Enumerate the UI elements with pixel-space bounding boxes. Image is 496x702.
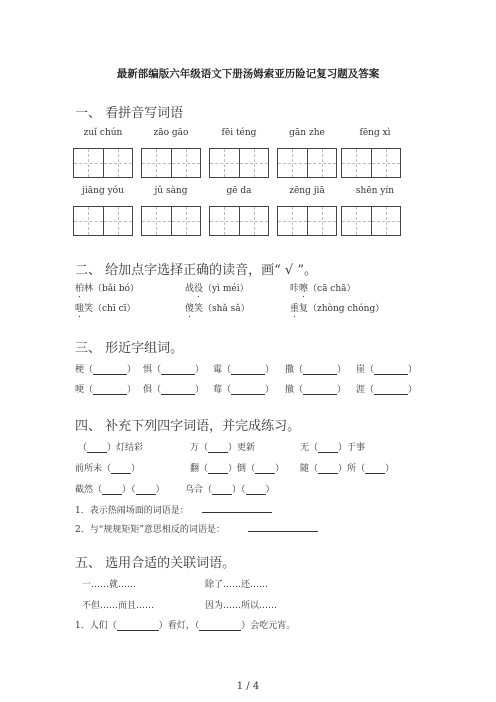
section-3-heading: 三、 形近字组词。 [75, 341, 184, 356]
pinyin: jǔ sàng [154, 186, 188, 196]
pinyin: gē da [226, 186, 252, 196]
document-title: 最新部编版六年级语文下册汤姆索亚历险记复习题及答案 [116, 68, 380, 80]
writing-grid[interactable] [341, 148, 401, 178]
answer-blank[interactable] [248, 531, 318, 532]
idiom-item[interactable]: 翻（ ）倒（ ） [190, 464, 285, 474]
word-group-item[interactable]: 撒（ ） [285, 365, 347, 375]
pinyin: zēng jiā [289, 186, 325, 196]
writing-grid[interactable] [277, 206, 337, 236]
writing-grid[interactable] [141, 148, 201, 178]
idiom-item[interactable]: 截然（ ）（ ） [75, 485, 165, 495]
conjunction-option: 除了……还…… [205, 580, 269, 590]
word-group-item[interactable]: 俱（ ） [143, 385, 205, 395]
section-2-heading: 二、 给加点字选择正确的读音，画“ √ ”。 [75, 263, 317, 278]
pronunciation-item[interactable]: 嗤笑（chī cī） [75, 304, 136, 314]
pinyin: fēng xì [359, 128, 391, 138]
conjunction-option: 不但……而且…… [82, 601, 155, 611]
pronunciation-item[interactable]: 傻笑（shǎ sǎ） [185, 304, 250, 314]
pronunciation-item[interactable]: 咔嚓（cā chā） [290, 284, 356, 294]
word-group-item[interactable]: 涯（ ） [356, 385, 418, 395]
word-group-item[interactable]: 哽（ ） [75, 385, 137, 395]
pronunciation-item[interactable]: 战役（yì méi） [185, 284, 249, 294]
writing-grid[interactable] [341, 206, 401, 236]
section-4-heading: 四、 补充下列四字词语，并完成练习。 [75, 419, 301, 434]
writing-grid[interactable] [73, 148, 133, 178]
pinyin: jiāng yóu [82, 186, 124, 196]
writing-grid[interactable] [141, 206, 201, 236]
writing-grid[interactable] [209, 206, 269, 236]
conjunction-option: 一……就…… [82, 580, 137, 590]
pronunciation-item[interactable]: 柏林（bǎi bó） [75, 284, 140, 294]
page-number: 1 / 4 [236, 681, 260, 692]
question-sentence[interactable]: 1．人们（ ）看灯，（ ）会吃元宵。 [75, 621, 296, 631]
idiom-item[interactable]: （ ）灯结彩 [78, 443, 144, 453]
conjunction-option: 因为……所以…… [205, 601, 278, 611]
idiom-item[interactable]: 前所未（ ） [75, 464, 141, 474]
answer-blank[interactable] [202, 512, 272, 513]
word-group-item[interactable]: 霉（ ） [213, 365, 275, 375]
word-group-item[interactable]: 莓（ ） [213, 385, 275, 395]
pinyin: zuǐ chún [83, 128, 123, 138]
section-5-heading: 五、 选用合适的关联词语。 [75, 556, 236, 571]
idiom-item[interactable]: 乌合（ ）（ ） [185, 485, 275, 495]
writing-grid[interactable] [277, 148, 337, 178]
idiom-item[interactable]: 随（ ）所（ ） [300, 464, 395, 474]
word-group-item[interactable]: 惧（ ） [143, 365, 205, 375]
writing-grid[interactable] [209, 148, 269, 178]
idiom-item[interactable]: 无（ ）于事 [300, 443, 366, 453]
section-1-heading: 一、 看拼音写词语 [75, 106, 184, 121]
pinyin: fēi téng [221, 128, 257, 138]
word-group-item[interactable]: 崖（ ） [356, 365, 418, 375]
idiom-item[interactable]: 万（ ）更新 [190, 443, 256, 453]
word-group-item[interactable]: 梗（ ） [75, 365, 137, 375]
question-1: 1．表示热闹场面的词语是： [75, 506, 189, 516]
pronunciation-item[interactable]: 重复（zhòng chóng） [290, 304, 385, 314]
pinyin: gān zhe [289, 128, 325, 138]
writing-grid[interactable] [73, 206, 133, 236]
pinyin: zāo gāo [153, 128, 189, 138]
pinyin: shēn yín [355, 186, 395, 196]
word-group-item[interactable]: 撤（ ） [285, 385, 347, 395]
question-2: 2．与“规规矩矩”意思相反的词语是： [75, 525, 225, 535]
